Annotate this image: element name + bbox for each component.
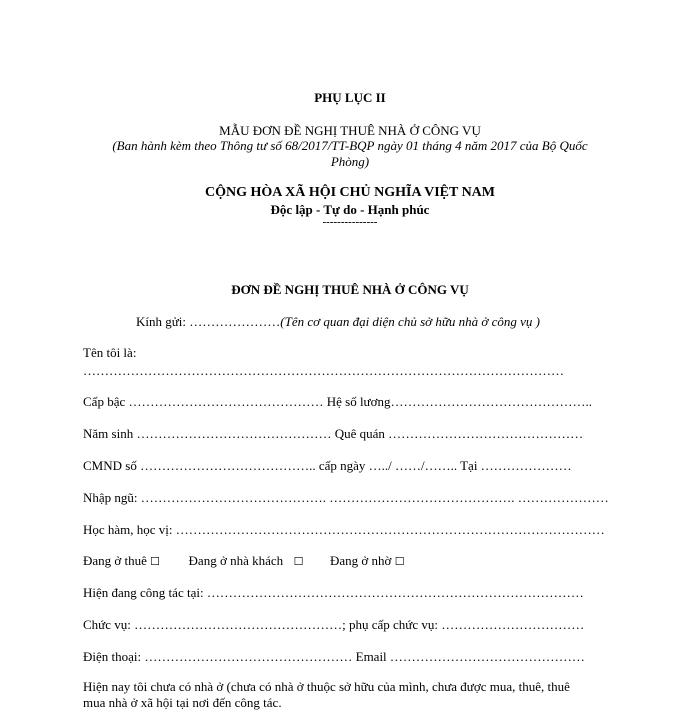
position-allowance-field[interactable]: Chức vụ: …………………………………………; phụ cấp chức vụ: …………………………… (83, 617, 585, 632)
status-rent-label: Đang ở thuê (83, 553, 147, 568)
form-template-title: MẪU ĐƠN ĐỀ NGHỊ THUÊ NHÀ Ở CÔNG VỤ (219, 123, 481, 138)
housing-statement-line-2: mua nhà ở xã hội tại nơi đến công tác. (83, 695, 282, 710)
academic-degree-field[interactable]: Học hàm, học vị: ……………………………………………………………………………………… (83, 522, 605, 537)
residence-status-row (83, 553, 405, 569)
addressee-label: Kính gửi: ………………… (136, 314, 281, 329)
name-label: Tên tôi là: (83, 345, 137, 360)
status-borrow-label: Đang ở nhờ (330, 553, 392, 568)
addressee-line (136, 314, 540, 330)
form-title: ĐƠN ĐỀ NGHỊ THUÊ NHÀ Ở CÔNG VỤ (231, 282, 469, 297)
birth-hometown-field[interactable]: Năm sinh ……………………………………… Quê quán ……………………………………… (83, 426, 584, 441)
status-borrow-checkbox[interactable]: ☐ (394, 556, 405, 568)
enlistment-field[interactable]: Nhập ngũ: ……………………………………. ……………………………………. ………………… (83, 490, 609, 505)
issued-by-line-2: Phòng) (330, 154, 370, 169)
header-separator: --------------- (322, 216, 378, 228)
status-rent-checkbox[interactable]: ☐ (150, 556, 161, 568)
phone-email-field[interactable]: Điện thoại: ………………………………………… Email ……………………………………… (83, 649, 585, 664)
name-field[interactable]: ………………………………………………………………………………………………… (83, 363, 564, 378)
status-guesthouse-label: Đang ở nhà khách (188, 553, 284, 568)
status-guesthouse-checkbox[interactable]: ☐ (293, 556, 304, 568)
rank-salary-field[interactable]: Cấp bậc ……………………………………… Hệ số lương……………………………………….. (83, 394, 592, 409)
appendix-heading: PHỤ LỤC II (314, 90, 386, 105)
addressee-hint: (Tên cơ quan đại diện chủ sở hữu nhà ở công vụ ) (280, 314, 540, 329)
issued-by-line-1: (Ban hành kèm theo Thông tư số 68/2017/TT-BQP ngày 01 tháng 4 năm 2017 của Bộ Quốc (112, 138, 588, 153)
housing-statement-line-1: Hiện nay tôi chưa có nhà ở (chưa có nhà ở thuộc sở hữu của mình, chưa được mua, thuê, thuê (83, 679, 570, 694)
national-motto: Độc lập - Tự do - Hạnh phúc (270, 202, 430, 217)
country-name: CỘNG HÒA XÃ HỘI CHỦ NGHĨA VIỆT NAM (204, 185, 495, 200)
id-card-field[interactable]: CMND số ………………………………….. cấp ngày …../ ……/…….. Tại ………………… (83, 458, 572, 473)
workplace-field[interactable]: Hiện đang công tác tại: …………………………………………………………………………… (83, 585, 584, 600)
